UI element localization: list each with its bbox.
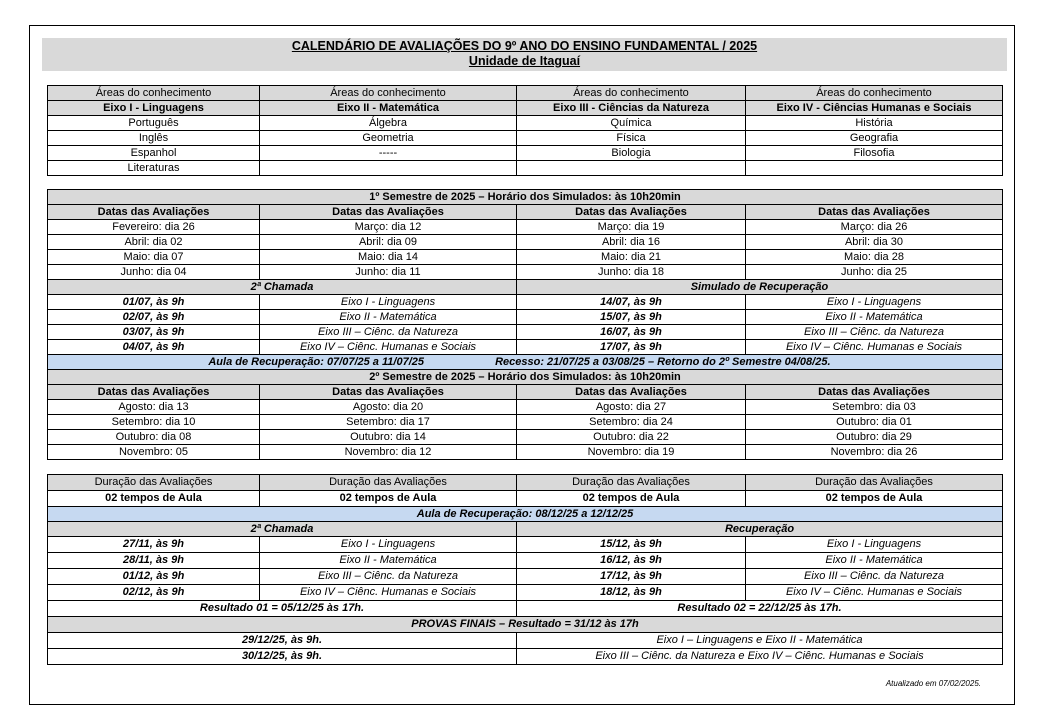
- date-cell: Maio: dia 14: [260, 250, 517, 265]
- subject-cell: Português: [48, 116, 260, 131]
- recess-banner: [48, 355, 1003, 370]
- duration-header: Duração das Avaliações: [48, 475, 260, 491]
- dates-header: Datas das Avaliações: [746, 205, 1003, 220]
- duration-value: 02 tempos de Aula: [48, 491, 260, 507]
- schedule-date: 27/11, às 9h: [48, 537, 260, 553]
- date-cell: Setembro: dia 10: [48, 415, 260, 430]
- schedule-axis: Eixo IV – Ciênc. Humanas e Sociais: [260, 340, 517, 355]
- recovery-class-note: Aula de Recuperação: 07/07/25 a 11/07/25: [208, 355, 424, 368]
- date-cell: Outubro: dia 14: [260, 430, 517, 445]
- schedule-date: 01/12, às 9h: [48, 569, 260, 585]
- schedule-axis: Eixo II - Matemática: [260, 553, 517, 569]
- date-cell: Setembro: dia 17: [260, 415, 517, 430]
- page-subtitle: Unidade de Itaguaí: [468, 54, 581, 68]
- subject-cell: [746, 161, 1003, 176]
- subject-cell: Química: [517, 116, 746, 131]
- dates-header: Datas das Avaliações: [48, 205, 260, 220]
- duration-header: Duração das Avaliações: [746, 475, 1003, 491]
- recovery-simulation-title: Simulado de Recuperação: [517, 280, 1003, 295]
- date-cell: Junho: dia 18: [517, 265, 746, 280]
- dates-header: Datas das Avaliações: [517, 385, 746, 400]
- final-exam-date: 30/12/25, às 9h.: [48, 649, 517, 665]
- dates-header: Datas das Avaliações: [260, 205, 517, 220]
- schedule-date: 02/07, às 9h: [48, 310, 260, 325]
- final-exam-axes: Eixo I – Linguagens e Eixo II - Matemática: [517, 633, 1003, 649]
- date-cell: Agosto: dia 13: [48, 400, 260, 415]
- result-2: Resultado 02 = 22/12/25 às 17h.: [517, 601, 1003, 617]
- schedule-axis: Eixo I - Linguagens: [746, 537, 1003, 553]
- schedule-date: 04/07, às 9h: [48, 340, 260, 355]
- axis-column-header: Eixo II - Matemática: [260, 101, 517, 116]
- semester-1-title: 1º Semestre de 2025 – Horário dos Simulados: às 10h20min: [48, 190, 1003, 205]
- schedule-date: 01/07, às 9h: [48, 295, 260, 310]
- schedule-axis: Eixo III – Ciênc. da Natureza: [260, 569, 517, 585]
- subject-cell: Álgebra: [260, 116, 517, 131]
- subject-cell: Inglês: [48, 131, 260, 146]
- date-cell: Outubro: dia 29: [746, 430, 1003, 445]
- schedule-date: 17/07, às 9h: [517, 340, 746, 355]
- document-frame: [29, 25, 1015, 705]
- schedule-axis: Eixo II - Matemática: [746, 553, 1003, 569]
- date-cell: Março: dia 12: [260, 220, 517, 235]
- subject-cell: [260, 161, 517, 176]
- schedule-axis: Eixo II - Matemática: [260, 310, 517, 325]
- page-title: CALENDÁRIO DE AVALIAÇÕES DO 9º ANO DO ENSINO FUNDAMENTAL / 2025: [291, 39, 758, 53]
- schedule-date: 03/07, às 9h: [48, 325, 260, 340]
- date-cell: Outubro: dia 01: [746, 415, 1003, 430]
- updated-note: Atualizado em 07/02/2025.: [885, 679, 981, 688]
- areas-header: Áreas do conhecimento: [260, 86, 517, 101]
- date-cell: Fevereiro: dia 26: [48, 220, 260, 235]
- date-cell: Março: dia 19: [517, 220, 746, 235]
- schedule-date: 02/12, às 9h: [48, 585, 260, 601]
- final-exam-axes: Eixo III – Ciênc. da Natureza e Eixo IV – Ciênc. Humanas e Sociais: [517, 649, 1003, 665]
- schedule-date: 14/07, às 9h: [517, 295, 746, 310]
- date-cell: Agosto: dia 20: [260, 400, 517, 415]
- schedule-axis: Eixo IV – Ciênc. Humanas e Sociais: [260, 585, 517, 601]
- result-1: Resultado 01 = 05/12/25 às 17h.: [48, 601, 517, 617]
- date-cell: Abril: dia 02: [48, 235, 260, 250]
- axis-column-header: Eixo IV - Ciências Humanas e Sociais: [746, 101, 1003, 116]
- areas-table: [47, 85, 1003, 176]
- title-bar: [42, 38, 1007, 71]
- schedule-date: 15/12, às 9h: [517, 537, 746, 553]
- subject-cell: Filosofia: [746, 146, 1003, 161]
- date-cell: Novembro: 05: [48, 445, 260, 460]
- final-exam-date: 29/12/25, às 9h.: [48, 633, 517, 649]
- date-cell: Abril: dia 30: [746, 235, 1003, 250]
- date-cell: Maio: dia 07: [48, 250, 260, 265]
- second-call-title: 2ª Chamada: [48, 522, 517, 537]
- axis-column-header: Eixo I - Linguagens: [48, 101, 260, 116]
- duration-value: 02 tempos de Aula: [260, 491, 517, 507]
- schedule-axis: Eixo III – Ciênc. da Natureza: [260, 325, 517, 340]
- schedule-axis: Eixo I - Linguagens: [260, 537, 517, 553]
- subject-cell: -----: [260, 146, 517, 161]
- schedule-date: 16/12, às 9h: [517, 553, 746, 569]
- dates-header: Datas das Avaliações: [260, 385, 517, 400]
- subject-cell: Física: [517, 131, 746, 146]
- date-cell: Setembro: dia 03: [746, 400, 1003, 415]
- date-cell: Junho: dia 04: [48, 265, 260, 280]
- recovery-class-banner: Aula de Recuperação: 08/12/25 a 12/12/25: [48, 507, 1003, 522]
- axis-column-header: Eixo III - Ciências da Natureza: [517, 101, 746, 116]
- subject-cell: Biologia: [517, 146, 746, 161]
- final-exams-banner: PROVAS FINAIS – Resultado = 31/12 às 17h: [48, 617, 1003, 633]
- date-cell: Agosto: dia 27: [517, 400, 746, 415]
- duration-header: Duração das Avaliações: [260, 475, 517, 491]
- date-cell: Abril: dia 09: [260, 235, 517, 250]
- subject-cell: [517, 161, 746, 176]
- areas-header: Áreas do conhecimento: [48, 86, 260, 101]
- schedule-axis: Eixo IV – Ciênc. Humanas e Sociais: [746, 340, 1003, 355]
- semesters-table: [47, 189, 1003, 460]
- areas-header: Áreas do conhecimento: [517, 86, 746, 101]
- dates-header: Datas das Avaliações: [48, 385, 260, 400]
- schedule-date: 17/12, às 9h: [517, 569, 746, 585]
- date-cell: Novembro: dia 19: [517, 445, 746, 460]
- date-cell: Março: dia 26: [746, 220, 1003, 235]
- second-call-title: 2ª Chamada: [48, 280, 517, 295]
- date-cell: Abril: dia 16: [517, 235, 746, 250]
- duration-value: 02 tempos de Aula: [517, 491, 746, 507]
- date-cell: Junho: dia 25: [746, 265, 1003, 280]
- subject-cell: História: [746, 116, 1003, 131]
- schedule-date: 18/12, às 9h: [517, 585, 746, 601]
- schedule-axis: Eixo II - Matemática: [746, 310, 1003, 325]
- schedule-axis: Eixo I - Linguagens: [746, 295, 1003, 310]
- subject-cell: Literaturas: [48, 161, 260, 176]
- date-cell: Maio: dia 21: [517, 250, 746, 265]
- schedule-date: 15/07, às 9h: [517, 310, 746, 325]
- subject-cell: Espanhol: [48, 146, 260, 161]
- duration-header: Duração das Avaliações: [517, 475, 746, 491]
- schedule-axis: Eixo IV – Ciênc. Humanas e Sociais: [746, 585, 1003, 601]
- date-cell: Maio: dia 28: [746, 250, 1003, 265]
- duration-value: 02 tempos de Aula: [746, 491, 1003, 507]
- recovery-title: Recuperação: [517, 522, 1003, 537]
- schedule-axis: Eixo III – Ciênc. da Natureza: [746, 569, 1003, 585]
- schedule-axis: Eixo I - Linguagens: [260, 295, 517, 310]
- date-cell: Outubro: dia 08: [48, 430, 260, 445]
- semester-2-title: 2º Semestre de 2025 – Horário dos Simulados: às 10h20min: [48, 370, 1003, 385]
- dates-header: Datas das Avaliações: [517, 205, 746, 220]
- recess-note: Recesso: 21/07/25 a 03/08/25 – Retorno do 2º Semestre 04/08/25.: [495, 355, 831, 368]
- dates-header: Datas das Avaliações: [746, 385, 1003, 400]
- schedule-axis: Eixo III – Ciênc. da Natureza: [746, 325, 1003, 340]
- schedule-date: 28/11, às 9h: [48, 553, 260, 569]
- subject-cell: Geografia: [746, 131, 1003, 146]
- areas-header: Áreas do conhecimento: [746, 86, 1003, 101]
- date-cell: Novembro: dia 26: [746, 445, 1003, 460]
- date-cell: Junho: dia 11: [260, 265, 517, 280]
- date-cell: Outubro: dia 22: [517, 430, 746, 445]
- date-cell: Setembro: dia 24: [517, 415, 746, 430]
- final-table: [47, 474, 1003, 665]
- schedule-date: 16/07, às 9h: [517, 325, 746, 340]
- date-cell: Novembro: dia 12: [260, 445, 517, 460]
- subject-cell: Geometria: [260, 131, 517, 146]
